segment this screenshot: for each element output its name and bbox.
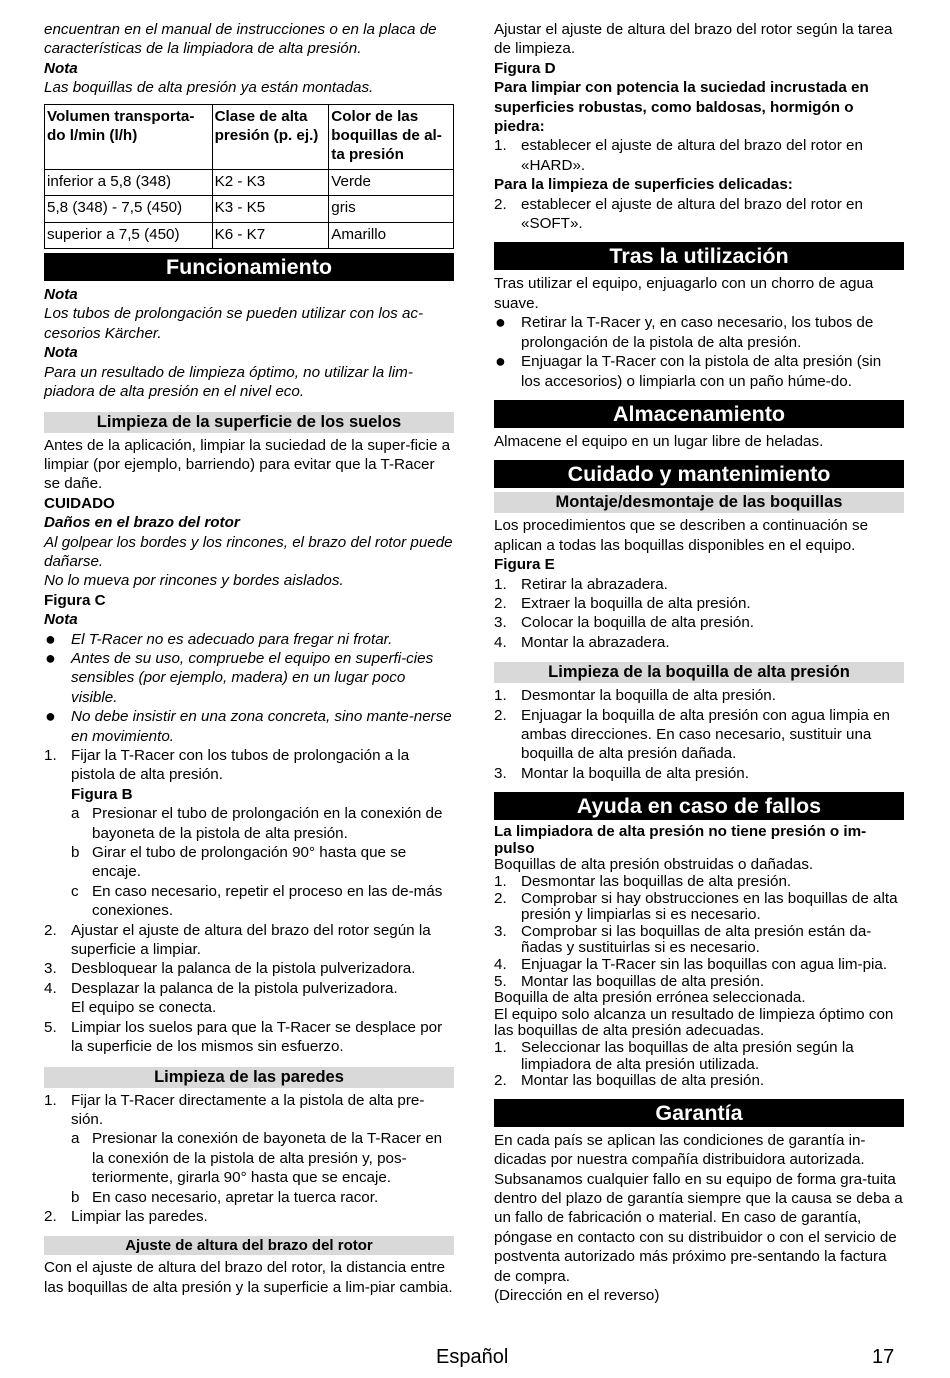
caution-text: No lo mueva por rincones y bordes aislados.	[44, 572, 344, 590]
footer-language: Español	[436, 1346, 509, 1368]
list-item: 2. Extraer la boquilla de alta presión.	[494, 594, 751, 612]
list-item: ● No debe insistir en una zona concreta, sino mante-nerse en movimiento.	[45, 706, 452, 745]
table-cell: gris	[329, 196, 454, 222]
note-label: Nota	[44, 611, 78, 629]
right-column	[494, 20, 904, 1305]
nozzle-table	[44, 104, 454, 249]
fault-cause: Boquilla de alta presión errónea seleccionada.	[494, 989, 806, 1007]
bullet-icon: ●	[495, 351, 506, 372]
figure-label: Figura E	[494, 556, 555, 574]
paragraph: Con el ajuste de altura del brazo del rotor, la distancia entre las boquillas de alta presión y la superficie a lim-piar cambia.	[44, 1259, 453, 1296]
list-item: 2. Montar las boquillas de alta presión.	[494, 1072, 765, 1090]
figure-label: Figura B	[71, 785, 133, 803]
table-cell: Amarillo	[329, 222, 454, 248]
paragraph: El equipo solo alcanza un resultado de limpieza óptimo con las boquillas de alta presión adecuadas.	[494, 1005, 894, 1040]
table-cell: K2 - K3	[212, 169, 329, 195]
table-header: Clase de alta presión (p. ej.)	[212, 104, 329, 169]
list-item: 4. Enjuagar la T-Racer sin las boquillas con agua lim-pia.	[494, 955, 888, 973]
figure-label: Figura C	[44, 591, 106, 609]
list-item: 2. Limpiar las paredes.	[44, 1207, 208, 1225]
table-header: Volumen transporta-do l/min (l/h)	[45, 104, 213, 169]
section-title-after-use: Tras la utilización	[494, 242, 904, 270]
note-text: Las boquillas de alta presión ya están montadas.	[44, 79, 374, 97]
list-item: 3. Comprobar si las boquillas de alta presión están da-ñadas y sustituirlas si es necesario.	[494, 922, 872, 957]
bullet-icon: ●	[45, 647, 56, 668]
subsection-title-height: Ajuste de altura del brazo del rotor	[44, 1236, 454, 1255]
fault-title: La limpiadora de alta presión no tiene presión o im-pulso	[494, 823, 867, 857]
list-item: 1. Seleccionar las boquillas de alta presión según la limpiadora de alta presión utilizada.	[494, 1038, 854, 1073]
left-column	[44, 20, 454, 1297]
caution-title: Daños en el brazo del rotor	[44, 514, 240, 532]
paragraph: (Dirección en el reverso)	[494, 1286, 660, 1304]
list-item: 2. Enjuagar la boquilla de alta presión con agua limpia en ambas direcciones. En caso necesario, sustituir una boquilla de alta presión dañada.	[494, 706, 890, 763]
subsection-title-walls: Limpieza de las paredes	[44, 1067, 454, 1088]
list-item: 2. establecer el ajuste de altura del brazo del rotor en «SOFT».	[494, 195, 863, 233]
table-cell: K3 - K5	[212, 196, 329, 222]
condition-title: Para limpiar con potencia la suciedad incrustada en superficies robustas, como baldosas, hormigón o piedra:	[494, 79, 869, 136]
subsection-title-nozzle-cleaning: Limpieza de la boquilla de alta presión	[494, 662, 904, 683]
table-cell: 5,8 (348) - 7,5 (450)	[45, 196, 213, 222]
list-item: 1. Retirar la abrazadera.	[494, 575, 668, 593]
list-item: 3. Colocar la boquilla de alta presión.	[494, 614, 755, 632]
condition-title: Para la limpieza de superficies delicadas:	[494, 176, 793, 194]
paragraph: Antes de la aplicación, limpiar la suciedad de la super-ficie a limpiar (por ejemplo, barriendo) para evitar que la T-Racer se dañe.	[44, 436, 451, 493]
list-item: 3. Desbloquear la palanca de la pistola pulverizadora.	[44, 960, 416, 978]
sub-list-item: a Presionar el tubo de prolongación en la conexión de bayoneta de la pistola de alta presión.	[71, 805, 443, 842]
section-title-care: Cuidado y mantenimiento	[494, 460, 904, 488]
caution-text: Al golpear los bordes y los rincones, el brazo del rotor puede dañarse.	[44, 533, 453, 570]
step-result: El equipo se conecta.	[71, 999, 217, 1017]
sub-list-item: c En caso necesario, repetir el proceso en las de-más conexiones.	[71, 882, 443, 920]
list-item: 1. Fijar la T-Racer directamente a la pistola de alta pre-sión.	[44, 1091, 425, 1128]
paragraph: Tras utilizar el equipo, enjuagarlo con un chorro de agua suave.	[494, 275, 874, 312]
sub-list-item: a Presionar la conexión de bayoneta de la T-Racer en la conexión de la pistola de alta presión y, pos-teriormente, girarla 90° hasta que se encaje.	[71, 1130, 443, 1187]
list-item: ● Enjuagar la T-Racer con la pistola de alta presión (sin los accesorios) o limpiarla con un paño húme-do.	[495, 351, 882, 390]
bullet-icon: ●	[45, 706, 56, 727]
section-title-troubleshooting: Ayuda en caso de fallos	[494, 792, 904, 820]
list-item: 5. Limpiar los suelos para que la T-Racer se desplace por la superficie de los mismos sin esfuerzo.	[44, 1018, 443, 1056]
list-item: 1. Fijar la T-Racer con los tubos de prolongación a la pistola de alta presión.	[44, 747, 410, 784]
list-item: 4. Montar la abrazadera.	[494, 633, 670, 651]
paragraph: Ajustar el ajuste de altura del brazo del rotor según la tarea de limpieza.	[494, 21, 893, 58]
table-cell: superior a 7,5 (450)	[45, 222, 213, 248]
table-header: Color de las boquillas de al-ta presión	[329, 104, 454, 169]
caution-label: CUIDADO	[44, 494, 115, 512]
list-item: ● El T-Racer no es adecuado para fregar ni frotar.	[45, 628, 393, 649]
table-header-row	[45, 104, 454, 169]
subsection-title-mount: Montaje/desmontaje de las boquillas	[494, 492, 904, 513]
table-row	[45, 222, 454, 248]
paragraph: Almacene el equipo en un lugar libre de heladas.	[494, 432, 824, 450]
figure-label: Figura D	[494, 59, 556, 77]
list-item: 1. Desmontar la boquilla de alta presión.	[494, 687, 776, 705]
sub-list-item: b Girar el tubo de prolongación 90° hasta que se encaje.	[71, 844, 407, 881]
page-number: 17	[872, 1346, 895, 1368]
list-item: ● Retirar la T-Racer y, en caso necesario, los tubos de prolongación de la pistola de alta presión.	[495, 312, 874, 351]
paragraph: En cada país se aplican las condiciones de garantía in-dicadas por nuestra compañía distribuidora autorizada. Subsanamos cualquier fallo en su equipo de forma gra-tuita dentro del plazo de garantía siempre que la causa se deba a un fallo de fabricación o material. En caso de garantía, póngase en contacto con su distribuidor o con el servicio de postventa autorizado más próximo pre-sentando la factura de compra.	[494, 1131, 903, 1285]
fault-cause: Boquillas de alta presión obstruidas o dañadas.	[494, 856, 814, 874]
note-label: Nota	[44, 59, 78, 77]
table-cell: K6 - K7	[212, 222, 329, 248]
page-footer	[0, 1348, 950, 1374]
table-row	[45, 196, 454, 222]
section-title-funcionamiento: Funcionamiento	[44, 253, 454, 281]
list-item: 4. Desplazar la palanca de la pistola pulverizadora.	[44, 979, 398, 997]
table-cell: inferior a 5,8 (348)	[45, 169, 213, 195]
table-row	[45, 169, 454, 195]
sub-list-item: b En caso necesario, apretar la tuerca racor.	[71, 1188, 379, 1206]
section-title-warranty: Garantía	[494, 1099, 904, 1127]
subsection-title-floor: Limpieza de la superficie de los suelos	[44, 412, 454, 433]
section-title-storage: Almacenamiento	[494, 400, 904, 428]
list-item: 2. Ajustar el ajuste de altura del brazo del rotor según la superficie a limpiar.	[44, 921, 431, 959]
list-item: 2. Comprobar si hay obstrucciones en las boquillas de alta presión y limpiarlas si es necesario.	[494, 889, 898, 924]
note-text: Para un resultado de limpieza óptimo, no utilizar la lim-piadora de alta presión en el nivel eco.	[44, 363, 413, 401]
list-item: 5. Montar las boquillas de alta presión.	[494, 972, 765, 990]
note-label: Nota	[44, 344, 78, 362]
bullet-icon: ●	[495, 312, 506, 333]
table-cell: Verde	[329, 169, 454, 195]
list-item: 1. Desmontar las boquillas de alta presión.	[494, 872, 792, 890]
intro-text: encuentran en el manual de instrucciones o en la placa de características de la limpiadora de alta presión.	[44, 21, 437, 58]
list-item: 3. Montar la boquilla de alta presión.	[494, 764, 749, 782]
note-text: Los tubos de prolongación se pueden utilizar con los ac-cesorios Kärcher.	[44, 305, 424, 342]
paragraph: Los procedimientos que se describen a continuación se aplican a todas las boquillas disponibles en el equipo.	[494, 517, 869, 554]
bullet-icon: ●	[45, 628, 56, 649]
list-item: ● Antes de su uso, compruebe el equipo en superfi-cies sensibles (por ejemplo, madera) en un lugar poco visible.	[45, 647, 434, 706]
note-label: Nota	[44, 286, 78, 304]
list-item: 1. establecer el ajuste de altura del brazo del rotor en «HARD».	[494, 137, 863, 174]
